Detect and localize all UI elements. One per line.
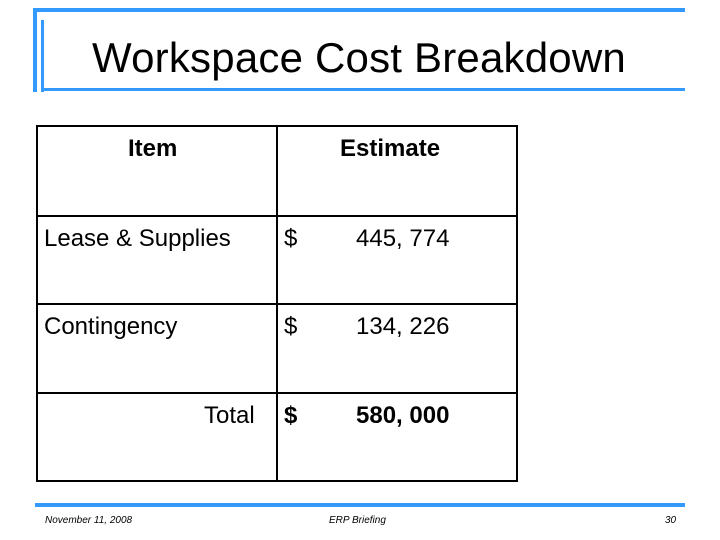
row-currency-contingency: $ [284, 313, 298, 340]
title-frame-bottom-bar [41, 88, 685, 91]
row-divider [38, 392, 518, 394]
header-divider [38, 215, 518, 217]
total-amount: 580, 000 [356, 402, 450, 429]
row-divider [38, 303, 518, 305]
row-amount-contingency: 134, 226 [356, 313, 450, 340]
total-label: Total [204, 402, 255, 429]
footer-rule [35, 503, 685, 507]
page-number: 30 [665, 515, 677, 526]
row-item-lease: Lease & Supplies [44, 225, 231, 252]
header-estimate: Estimate [340, 135, 441, 162]
title-frame-top-bar [33, 8, 685, 12]
footer-date: November 11, 2008 [45, 515, 133, 526]
footer-caption: ERP Briefing [329, 515, 386, 526]
row-amount-lease: 445, 774 [356, 225, 450, 252]
header-item: Item [128, 135, 178, 162]
row-item-contingency: Contingency [44, 313, 178, 340]
total-currency: $ [284, 402, 298, 429]
slide-title: Workspace Cost Breakdown [92, 34, 626, 81]
row-currency-lease: $ [284, 225, 298, 252]
cost-table [36, 125, 518, 482]
